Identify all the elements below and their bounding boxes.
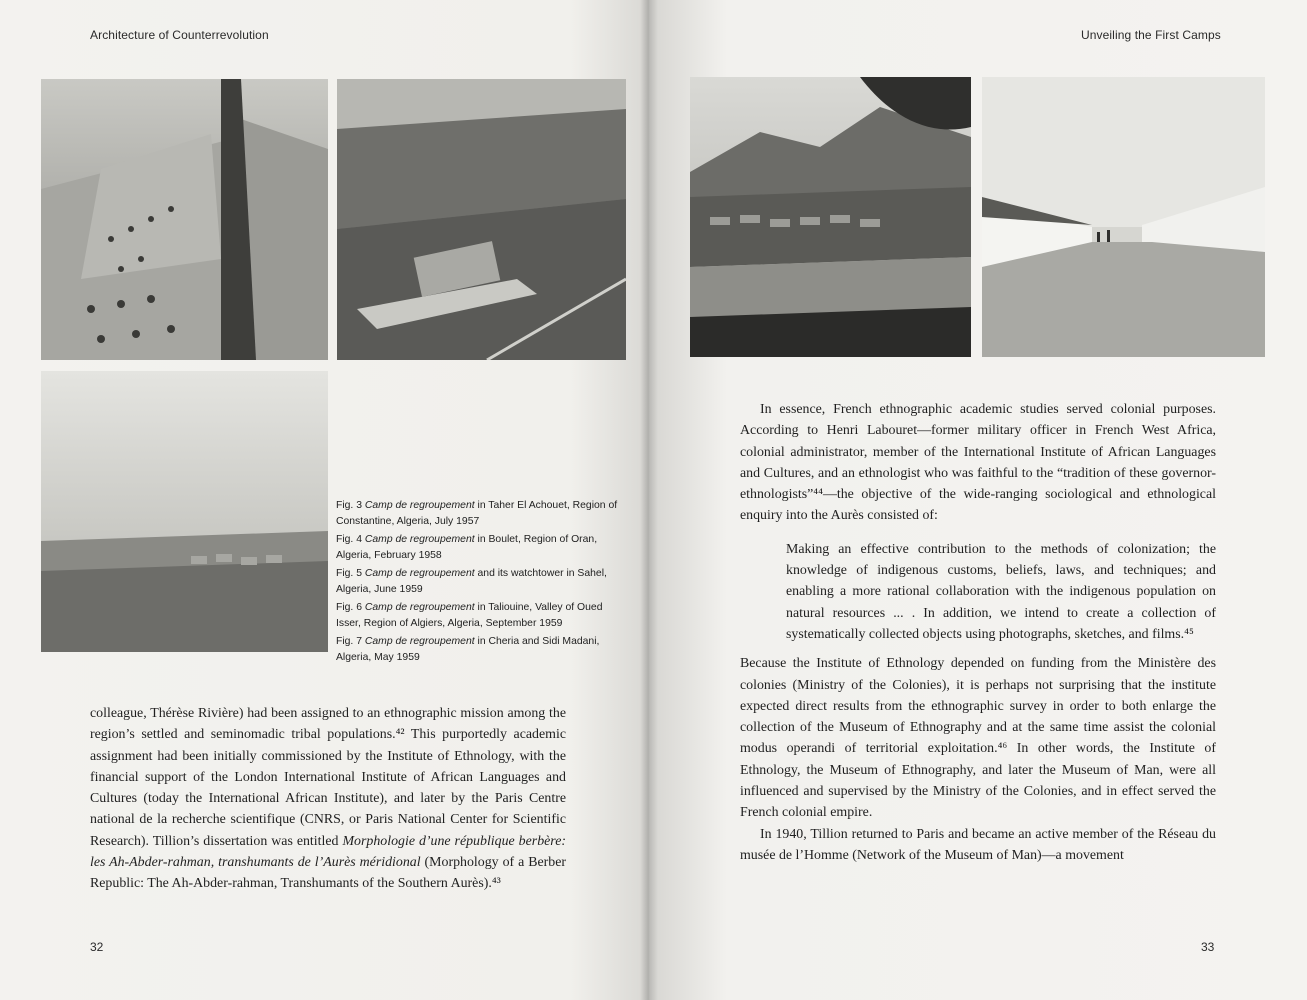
book-gutter xyxy=(640,0,658,1000)
block-quote: Making an effective contribution to the methods of colonization; the knowledge of indigenous customs, beliefs, laws, and techniques; and enabling a more rational collaboration with the indigenous population on natural resources ... . In addition, we intend to create a collection of systematically collected objects using photographs, sketches, and films.⁴⁵ xyxy=(786,541,1216,642)
paragraph: In essence, French ethnographic academic studies served colonial purposes. According to Henri Labouret—former military officer in French West Africa, colonial administrator, member of the International Institute of African Languages and Cultures, and an ethnologist who was faithful to the “tradition of these governor-ethnologists”⁴⁴—the objective of the wide-ranging sociological and ethnological enquiry into the Aurès consisted of: xyxy=(740,402,1216,524)
paragraph: Because the Institute of Ethnology depended on funding from the Ministère des colonies (Ministry of the Colonies), it is perhaps not surprising that the institute expected direct results from the ethnographic survey in order to both enlarge the collection of the Museum of Ethnography and at the same time assist the colonial modus operandi of territorial exploitation.⁴⁶ In other words, the Institute of Ethnology, the Museum of Ethnography, and later the Museum of Man, were all influenced and supervised by the Ministry of the Colonies, and in effect served the French colonial empire. xyxy=(740,656,1216,821)
running-head-left: Architecture of Counterrevolution xyxy=(90,28,269,42)
caption-fig-4: Fig. 4 Camp de regroupement in Boulet, Region of Oran, Algeria, February 1958 xyxy=(336,534,598,561)
caption-fig-6: Fig. 6 Camp de regroupement in Taliouine, Valley of Oued Isser, Region of Algiers, Algeria, September 1959 xyxy=(336,602,603,629)
photo-icon xyxy=(690,77,971,357)
right-page xyxy=(648,0,1307,1000)
photo-icon xyxy=(982,77,1265,357)
photo-icon xyxy=(337,79,626,360)
caption-fig-3: Fig. 3 Camp de regroupement in Taher El Achouet, Region of Constantine, Algeria, July 1957 xyxy=(336,500,618,527)
body-text-right xyxy=(740,399,1216,866)
running-head-right: Unveiling the First Camps xyxy=(1081,28,1221,42)
page-number-right: 33 xyxy=(1201,940,1215,954)
hillside-camp-photo xyxy=(690,77,971,357)
caption-fig-7: Fig. 7 Camp de regroupement in Cheria and Sidi Madani, Algeria, May 1959 xyxy=(336,636,600,663)
photo-icon xyxy=(41,79,328,360)
landscape-camp-photo xyxy=(41,371,328,652)
page-number-left: 32 xyxy=(90,940,104,954)
street-camp-photo xyxy=(982,77,1265,357)
caption-fig-5: Fig. 5 Camp de regroupement and its watchtower in Sahel, Algeria, June 1959 xyxy=(336,568,607,595)
left-page xyxy=(0,0,648,1000)
paragraph: In 1940, Tillion returned to Paris and became an active member of the Réseau du musée de l’Homme (Network of the Museum of Man)—a movement xyxy=(740,826,1216,863)
aerial-camp-photo-2 xyxy=(337,79,626,360)
photo-icon xyxy=(41,371,328,652)
aerial-camp-photo xyxy=(41,79,328,360)
figure-captions xyxy=(336,498,626,668)
body-text-left xyxy=(90,703,566,895)
paragraph: colleague, Thérèse Rivière) had been assigned to an ethnographic mission among the region’s settled and seminomadic tribal populations.⁴² This purportedly academic assignment had been initially commissioned by the Institute of Ethnology, with the financial support of the London International Institute of African Languages and Cultures (today the International African Institute), and later by the Paris Centre national de la recherche scientifique (CNRS, or Paris National Center for Scientific Research). Tillion’s dissertation was entitled Morphologie d’une république berbère: les Ah-Abder-rahman, transhumants de l’Aurès méridional (Morphology of a Berber Republic: The Ah-Abder-rahman, Transhumants of the Southern Aurès).⁴³ xyxy=(90,706,567,892)
